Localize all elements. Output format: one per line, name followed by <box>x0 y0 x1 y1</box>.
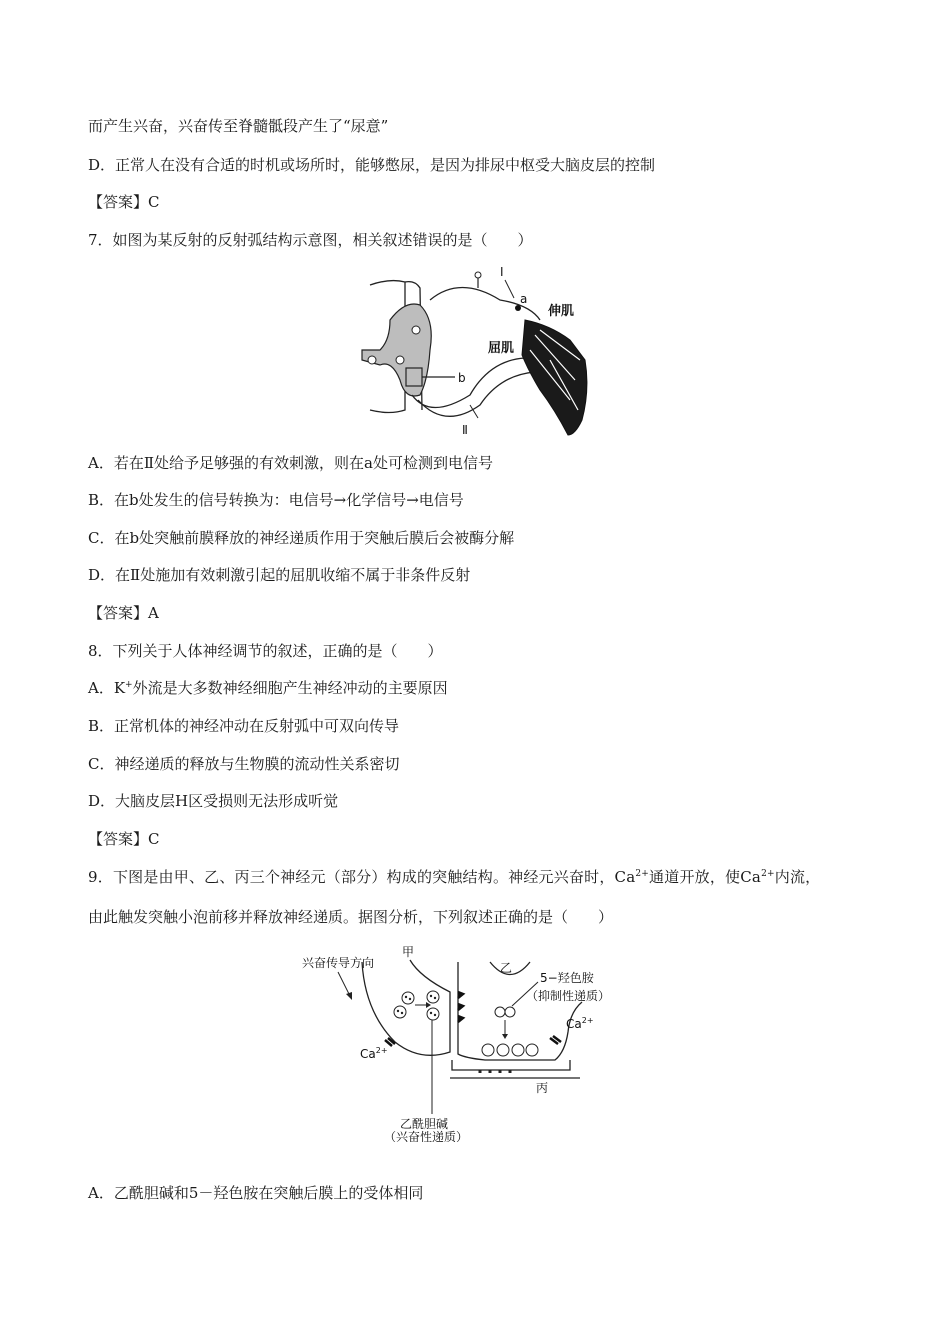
option-a-q8 <box>88 678 448 698</box>
label-5ht: 5−羟色胺 <box>540 971 594 985</box>
option-a-q8-rest: 外流是大多数神经细胞产生神经冲动的主要原因 <box>132 679 448 697</box>
label-I: Ⅰ <box>500 265 504 279</box>
label-direction: 兴奋传导方向 <box>302 956 375 970</box>
option-a-q8-sup: + <box>125 680 133 690</box>
q9-text-2: 通道开放，使Ca <box>649 868 762 886</box>
option-b-q8: B．正常机体的神经冲动在反射弧中可双向传导 <box>88 717 400 735</box>
option-a-q7: A．若在Ⅱ处给予足够强的有效刺激，则在a处可检测到电信号 <box>88 454 493 472</box>
label-ach: 乙酰胆碱 <box>400 1117 449 1131</box>
label-flexor: 屈肌 <box>488 341 515 356</box>
label-bing: 丙 <box>536 1081 549 1095</box>
synapse-figure <box>300 942 630 1142</box>
option-c-q7: C．在b处突触前膜释放的神经递质作用于突触后膜后会被酶分解 <box>88 529 515 547</box>
answer-q6: 【答案】C <box>88 193 160 211</box>
q9-text-1: 9．下图是由甲、乙、丙三个神经元（部分）构成的突触结构。神经元兴奋时，Ca <box>88 868 636 886</box>
question-8: 8．下列关于人体神经调节的叙述，正确的是（ ） <box>88 642 443 660</box>
reflex-arc-figure <box>350 260 600 440</box>
label-yi: 乙 <box>500 961 513 975</box>
label-ca-right: $Ca^{2+}$ <box>566 1016 594 1031</box>
label-jia: 甲 <box>402 945 415 959</box>
label-II: Ⅱ <box>462 423 468 437</box>
question-7: 7．如图为某反射的反射弧结构示意图，相关叙述错误的是（ ） <box>88 231 533 249</box>
option-a-q9: A．乙酰胆碱和5－羟色胺在突触后膜上的受体相同 <box>88 1184 424 1202</box>
q9-sup-1: 2+ <box>635 869 650 879</box>
option-d-q7: D．在Ⅱ处施加有效刺激引起的屈肌收缩不属于非条件反射 <box>88 566 471 584</box>
q9-sup-2: 2+ <box>761 869 775 879</box>
q9-text-3: 内流， <box>774 868 821 886</box>
option-b-q7: B．在b处发生的信号转换为：电信号→化学信号→电信号 <box>88 491 464 509</box>
muscle-shape <box>522 320 587 435</box>
question-9-line-2: 由此触发突触小泡前移并释放神经递质。据图分析，下列叙述正确的是（ ） <box>88 908 614 926</box>
text-line-1: 而产生兴奋，兴奋传至脊髓骶段产生了“尿意” <box>88 117 389 135</box>
label-extensor: 伸肌 <box>548 304 575 319</box>
option-d-q6: D．正常人在没有合适的时机或场所时，能够憋尿，是因为排尿中枢受大脑皮层的控制 <box>88 156 656 174</box>
label-ach-note: （兴奋性递质） <box>384 1130 469 1142</box>
option-d-q8: D．大脑皮层H区受损则无法形成听觉 <box>88 792 339 810</box>
option-c-q8: C．神经递质的释放与生物膜的流动性关系密切 <box>88 755 400 773</box>
question-9-line-1 <box>88 867 820 887</box>
option-a-q8-prefix: A．K <box>88 679 126 697</box>
label-a: a <box>520 292 528 306</box>
label-b: b <box>458 371 466 385</box>
answer-q8: 【答案】C <box>88 830 160 848</box>
answer-q7: 【答案】A <box>88 604 159 622</box>
label-ca-left: $Ca^{2+}$ <box>360 1046 388 1061</box>
label-5ht-note: （抑制性递质） <box>526 989 611 1003</box>
